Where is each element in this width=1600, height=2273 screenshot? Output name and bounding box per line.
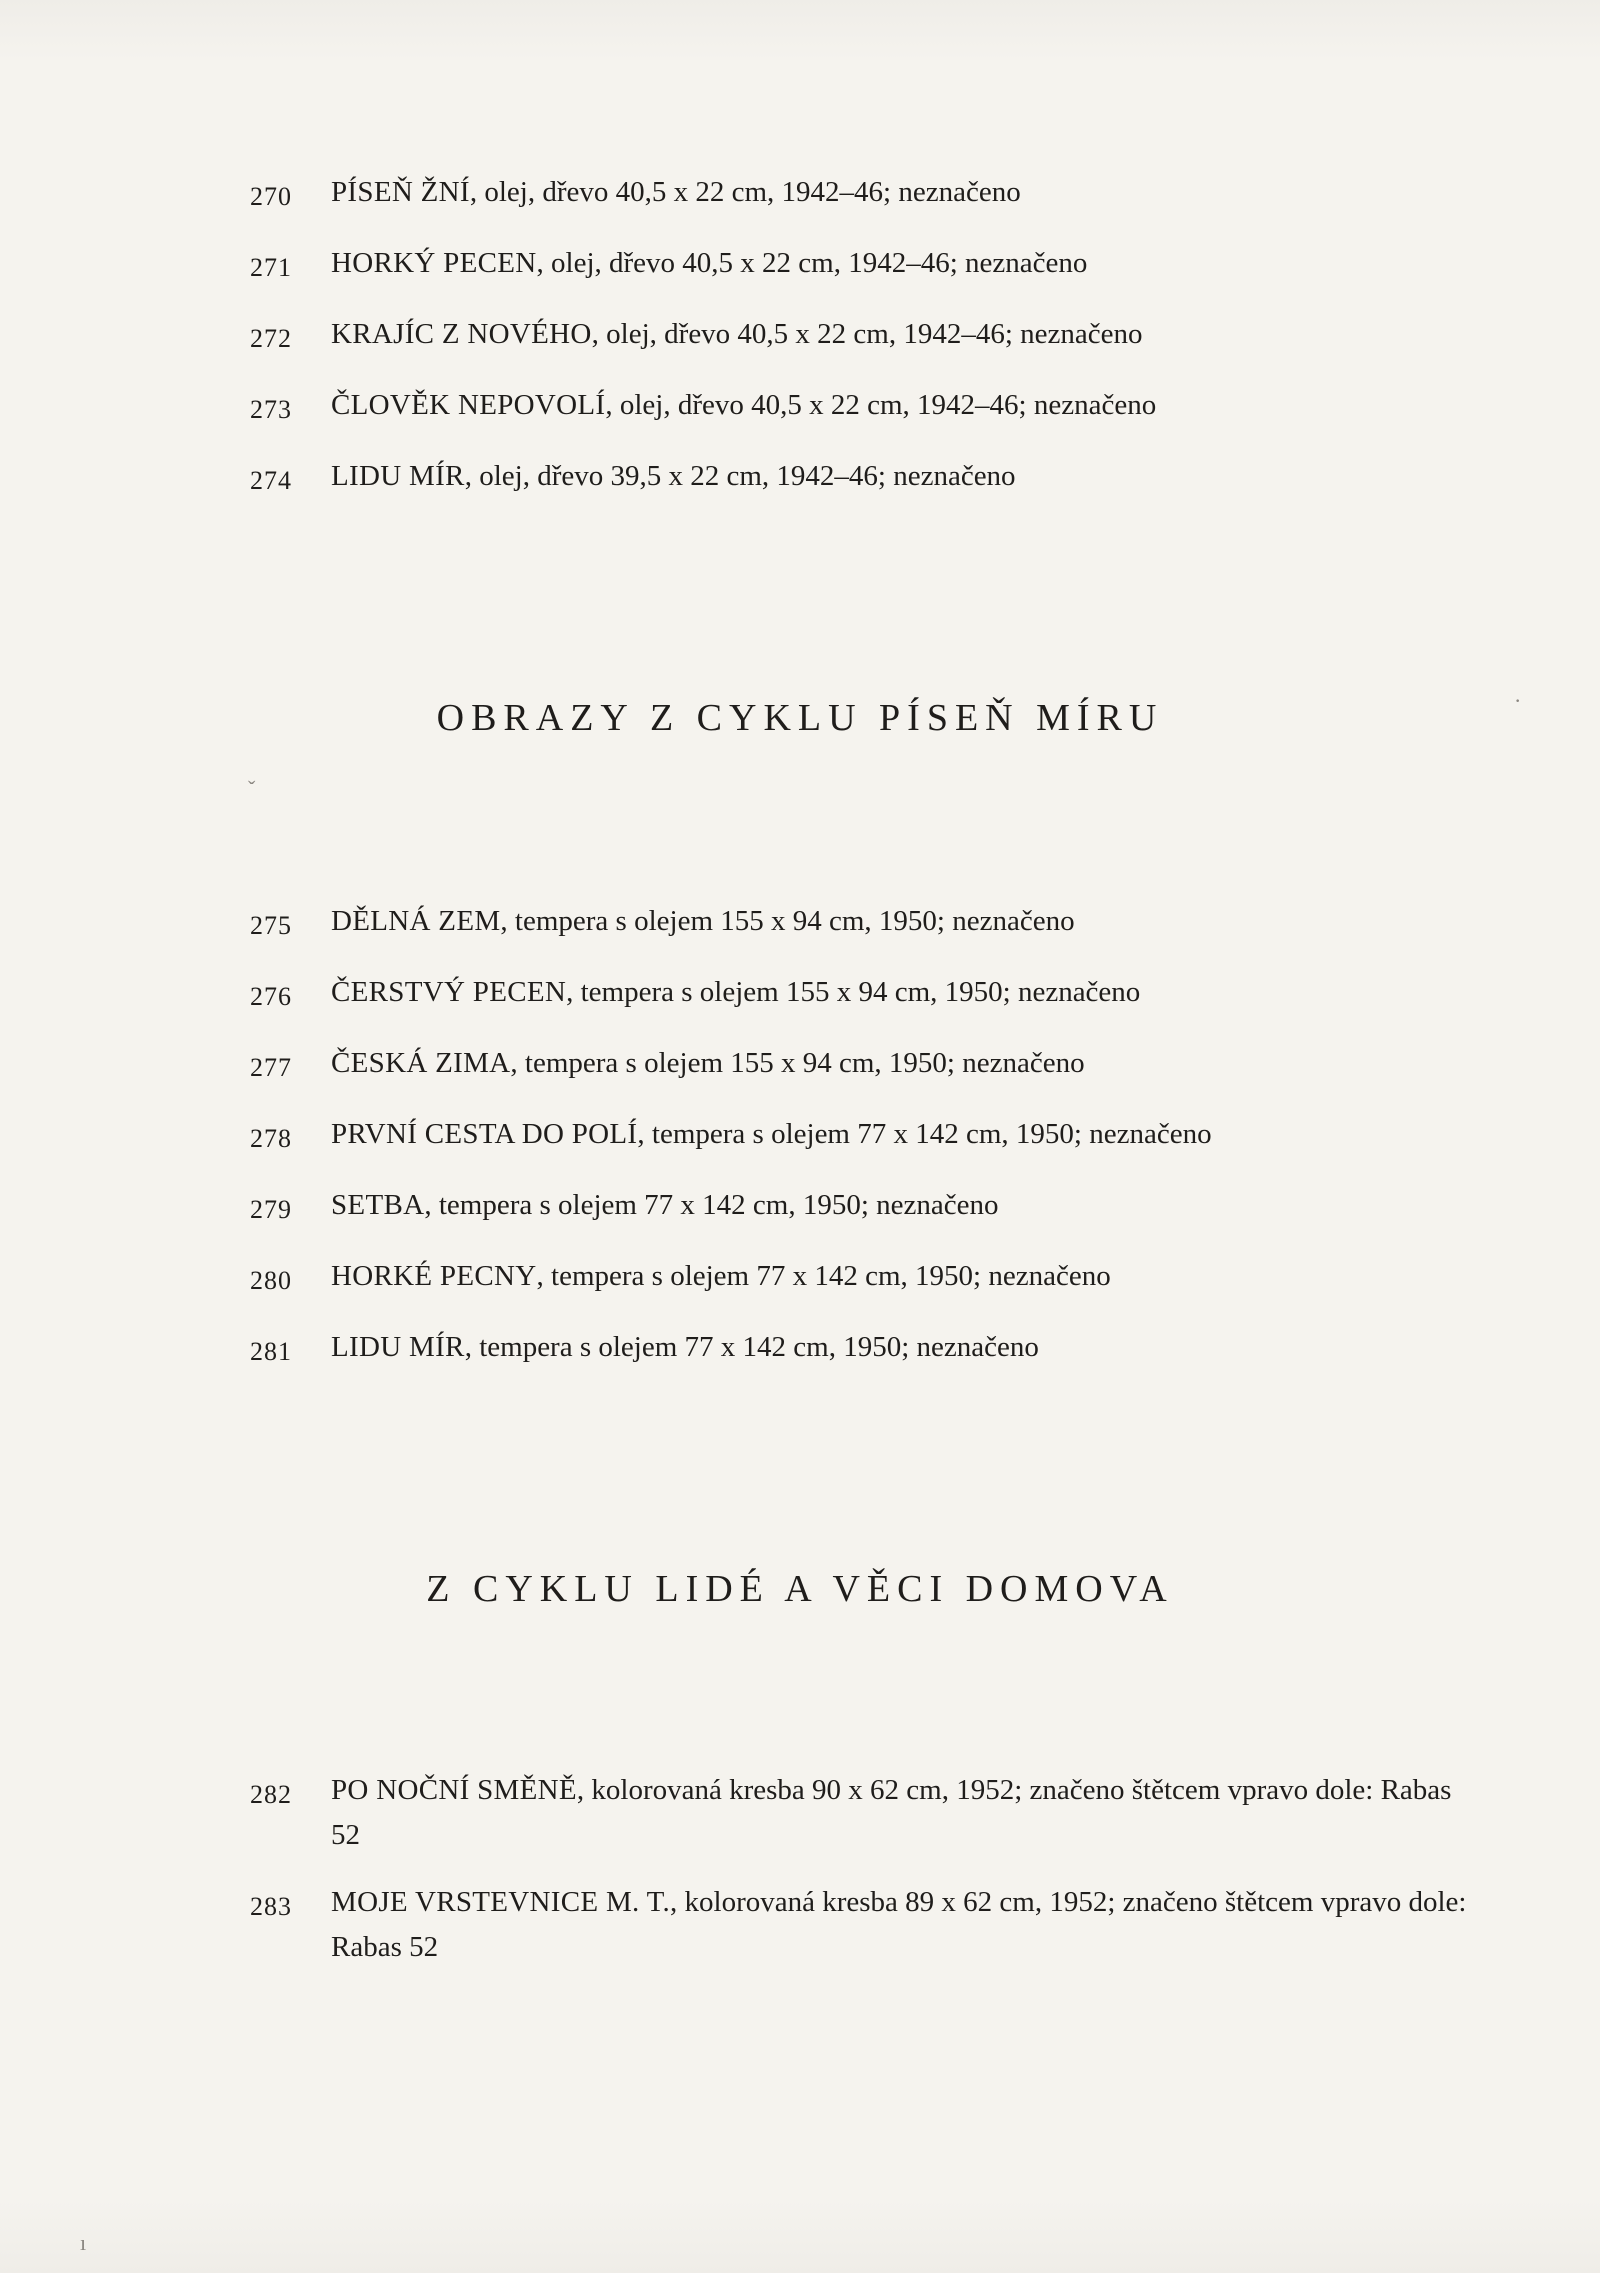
entry-number: 275 (250, 911, 292, 940)
entry-details: , olej, dřevo 39,5 x 22 cm, 1942–46; neznačeno (464, 460, 1016, 492)
entry-details: , kolorovaná kresba 90 x 62 cm, 1952; značeno štětcem vpravo dole: Rabas 52 (331, 1774, 1452, 1851)
entry-text (331, 1254, 1481, 1299)
entry-details: , tempera s olejem 155 x 94 cm, 1950; neznačeno (566, 976, 1141, 1008)
section-heading-people-and-things: Z CYKLU LIDÉ A VĚCI DOMOVA (426, 1568, 1174, 1610)
entry-number: 283 (250, 1892, 292, 1921)
entry-details: , olej, dřevo 40,5 x 22 cm, 1942–46; neznačeno (469, 176, 1021, 208)
entry-text (331, 241, 1481, 286)
entry-title: SETBA (331, 1189, 425, 1221)
entry-text (331, 383, 1481, 428)
entry-details: , olej, dřevo 40,5 x 22 cm, 1942–46; neznačeno (591, 318, 1143, 350)
entry-title: PO NOČNÍ SMĚNĚ (331, 1774, 577, 1806)
entry-title: PRVNÍ CESTA DO POLÍ (331, 1118, 638, 1150)
entry-number: 281 (250, 1337, 292, 1366)
entry-number: 272 (250, 324, 292, 353)
entry-title: HORKÉ PECNY (331, 1260, 537, 1292)
entry-number: 278 (250, 1124, 292, 1153)
entry-number: 276 (250, 982, 292, 1011)
entry-number: 270 (250, 182, 292, 211)
entry-title: KRAJÍC Z NOVÉHO (331, 318, 592, 350)
entry-details: , olej, dřevo 40,5 x 22 cm, 1942–46; neznačeno (605, 389, 1157, 421)
entry-title: HORKÝ PECEN (331, 247, 537, 279)
entry-number: 277 (250, 1053, 292, 1082)
entry-details: , tempera s olejem 77 x 142 cm, 1950; neznačeno (424, 1189, 999, 1221)
entry-number: 274 (250, 466, 292, 495)
entry-details: , kolorovaná kresba 89 x 62 cm, 1952; značeno štětcem vpravo dole: Rabas 52 (331, 1886, 1467, 1963)
page-speck: · (1514, 688, 1522, 713)
entry-text (331, 1325, 1481, 1370)
entry-text (331, 1112, 1481, 1157)
entry-text (331, 1768, 1481, 1858)
page-speck: ˇ (248, 776, 256, 801)
entry-details: , olej, dřevo 40,5 x 22 cm, 1942–46; neznačeno (536, 247, 1088, 279)
entry-number: 282 (250, 1780, 292, 1809)
entry-details: , tempera s olejem 77 x 142 cm, 1950; neznačeno (637, 1118, 1212, 1150)
page-speck: ı (80, 2230, 87, 2255)
entry-details: , tempera s olejem 155 x 94 cm, 1950; neznačeno (500, 905, 1075, 937)
entry-title: MOJE VRSTEVNICE M. T. (331, 1886, 671, 1918)
entry-title: PÍSEŇ ŽNÍ (331, 176, 470, 208)
entry-text (331, 970, 1481, 1015)
section-heading-song-of-peace: OBRAZY Z CYKLU PÍSEŇ MÍRU (436, 697, 1164, 739)
entry-number: 273 (250, 395, 292, 424)
entry-details: , tempera s olejem 77 x 142 cm, 1950; neznačeno (464, 1331, 1039, 1363)
entry-text (331, 312, 1481, 357)
entry-text (331, 170, 1481, 215)
entry-title: LIDU MÍR (331, 460, 465, 492)
entry-text (331, 1880, 1481, 1970)
entry-title: LIDU MÍR (331, 1331, 465, 1363)
entry-text (331, 899, 1481, 944)
entry-text (331, 454, 1481, 499)
entry-details: , tempera s olejem 155 x 94 cm, 1950; neznačeno (510, 1047, 1085, 1079)
entry-text (331, 1041, 1481, 1086)
entry-number: 280 (250, 1266, 292, 1295)
entry-text (331, 1183, 1481, 1228)
entry-number: 279 (250, 1195, 292, 1224)
entry-title: ČLOVĚK NEPOVOLÍ (331, 389, 606, 421)
entry-title: ČERSTVÝ PECEN (331, 976, 567, 1008)
entry-details: , tempera s olejem 77 x 142 cm, 1950; neznačeno (536, 1260, 1111, 1292)
entry-number: 271 (250, 253, 292, 282)
entry-title: DĚLNÁ ZEM (331, 905, 501, 937)
entry-title: ČESKÁ ZIMA (331, 1047, 511, 1079)
